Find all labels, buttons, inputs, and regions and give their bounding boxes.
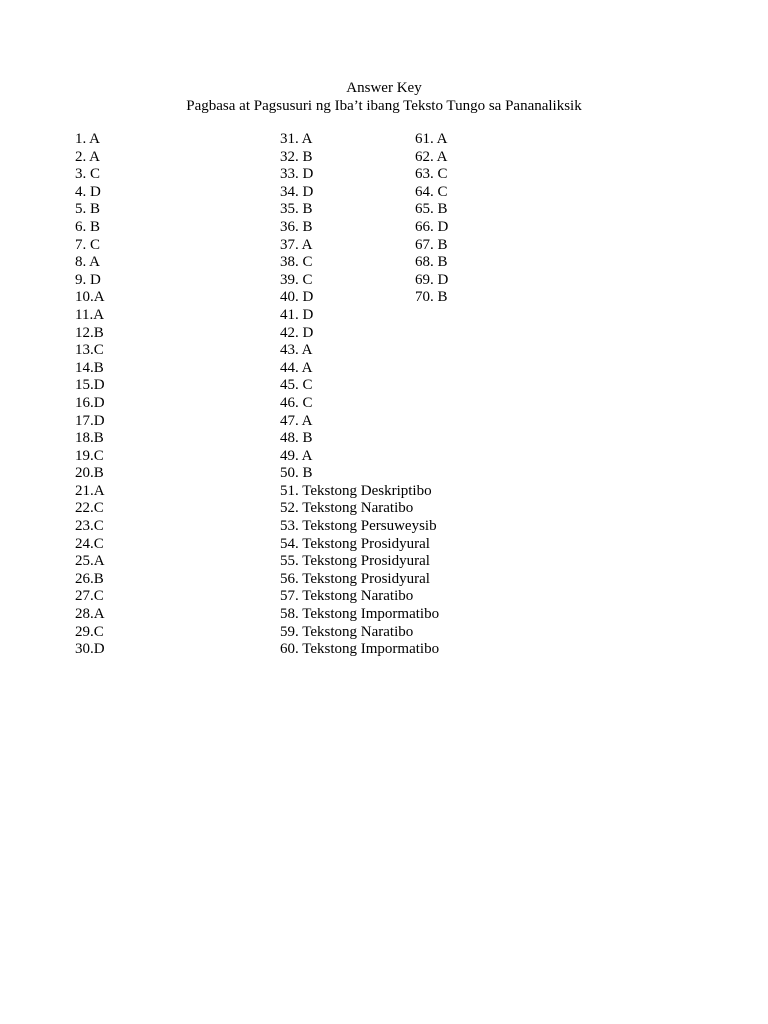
answer-item: 33. D bbox=[280, 166, 314, 183]
answer-item: 53. Tekstong Persuweysib bbox=[280, 518, 437, 535]
answer-item: 13.C bbox=[75, 342, 104, 359]
page-title: Answer Key bbox=[346, 80, 422, 96]
answer-item: 65. B bbox=[415, 201, 448, 218]
answer-item: 51. Tekstong Deskriptibo bbox=[280, 482, 432, 499]
answer-item: 70. B bbox=[415, 289, 448, 306]
answer-item: 41. D bbox=[280, 306, 314, 323]
answer-item: 40. D bbox=[280, 289, 314, 306]
answer-item: 34. D bbox=[280, 183, 314, 200]
answer-item: 9. D bbox=[75, 271, 101, 288]
answer-item: 20.B bbox=[75, 465, 104, 482]
answer-item: 32. B bbox=[280, 148, 313, 165]
answer-item: 25.A bbox=[75, 553, 105, 570]
answer-item: 12.B bbox=[75, 324, 104, 341]
answer-item: 66. D bbox=[415, 218, 449, 235]
answer-item: 1. A bbox=[75, 131, 101, 147]
answer-item: 22.C bbox=[75, 500, 104, 517]
answer-item: 47. A bbox=[280, 412, 313, 429]
answer-item: 39. C bbox=[280, 271, 313, 288]
answer-item: 37. A bbox=[280, 236, 313, 253]
answer-item: 10.A bbox=[75, 289, 105, 306]
answer-item: 50. B bbox=[280, 465, 313, 482]
answer-item: 2. A bbox=[75, 148, 101, 165]
answer-item: 62. A bbox=[415, 148, 448, 165]
answer-item: 19.C bbox=[75, 447, 104, 464]
answer-item: 48. B bbox=[280, 430, 313, 447]
answer-item: 18.B bbox=[75, 430, 104, 447]
answer-item: 55. Tekstong Prosidyural bbox=[280, 553, 430, 570]
answer-item: 21.A bbox=[75, 482, 105, 499]
answer-item: 61. A bbox=[415, 131, 448, 147]
answer-item: 30.D bbox=[75, 641, 105, 658]
answer-item: 64. C bbox=[415, 183, 448, 200]
answer-item: 35. B bbox=[280, 201, 313, 218]
answer-item: 49. A bbox=[280, 447, 313, 464]
answer-item: 54. Tekstong Prosidyural bbox=[280, 535, 430, 552]
answer-column-1 bbox=[75, 131, 105, 659]
answer-item: 11.A bbox=[75, 306, 105, 323]
answer-item: 6. B bbox=[75, 218, 101, 235]
answer-item: 44. A bbox=[280, 359, 313, 376]
answer-item: 29.C bbox=[75, 623, 104, 640]
answer-item: 42. D bbox=[280, 324, 314, 341]
answer-item: 8. A bbox=[75, 254, 101, 271]
answer-item: 23.C bbox=[75, 518, 104, 535]
answer-item: 26.B bbox=[75, 570, 104, 587]
answer-item: 4. D bbox=[75, 183, 101, 200]
answer-item: 46. C bbox=[280, 394, 313, 411]
answer-item: 7. C bbox=[75, 236, 101, 253]
answer-item: 56. Tekstong Prosidyural bbox=[280, 570, 430, 587]
answer-item: 14.B bbox=[75, 359, 104, 376]
answer-item: 57. Tekstong Naratibo bbox=[280, 588, 414, 605]
answer-item: 15.D bbox=[75, 377, 105, 394]
answer-item: 28.A bbox=[75, 606, 105, 623]
answer-item: 45. C bbox=[280, 377, 313, 394]
answer-item: 59. Tekstong Naratibo bbox=[280, 623, 414, 640]
answer-item: 31. A bbox=[280, 131, 313, 147]
answer-item: 16.D bbox=[75, 394, 105, 411]
answer-item: 17.D bbox=[75, 412, 105, 429]
answer-item: 68. B bbox=[415, 254, 448, 271]
answer-item: 67. B bbox=[415, 236, 448, 253]
answer-item: 38. C bbox=[280, 254, 313, 271]
answer-item: 36. B bbox=[280, 218, 313, 235]
answer-column-3 bbox=[415, 131, 448, 307]
answer-item: 43. A bbox=[280, 342, 313, 359]
answer-item: 58. Tekstong Impormatibo bbox=[280, 606, 440, 623]
answer-item: 63. C bbox=[415, 166, 448, 183]
answer-item: 52. Tekstong Naratibo bbox=[280, 500, 414, 517]
answer-item: 27.C bbox=[75, 588, 104, 605]
answer-item: 60. Tekstong Impormatibo bbox=[280, 641, 440, 658]
page-subtitle: Pagbasa at Pagsusuri ng Iba’t ibang Teksto Tungo sa Pananaliksik bbox=[186, 98, 582, 114]
answer-item: 24.C bbox=[75, 535, 104, 552]
answer-item: 69. D bbox=[415, 271, 449, 288]
answer-item: 3. C bbox=[75, 166, 101, 183]
answer-item: 5. B bbox=[75, 201, 101, 218]
